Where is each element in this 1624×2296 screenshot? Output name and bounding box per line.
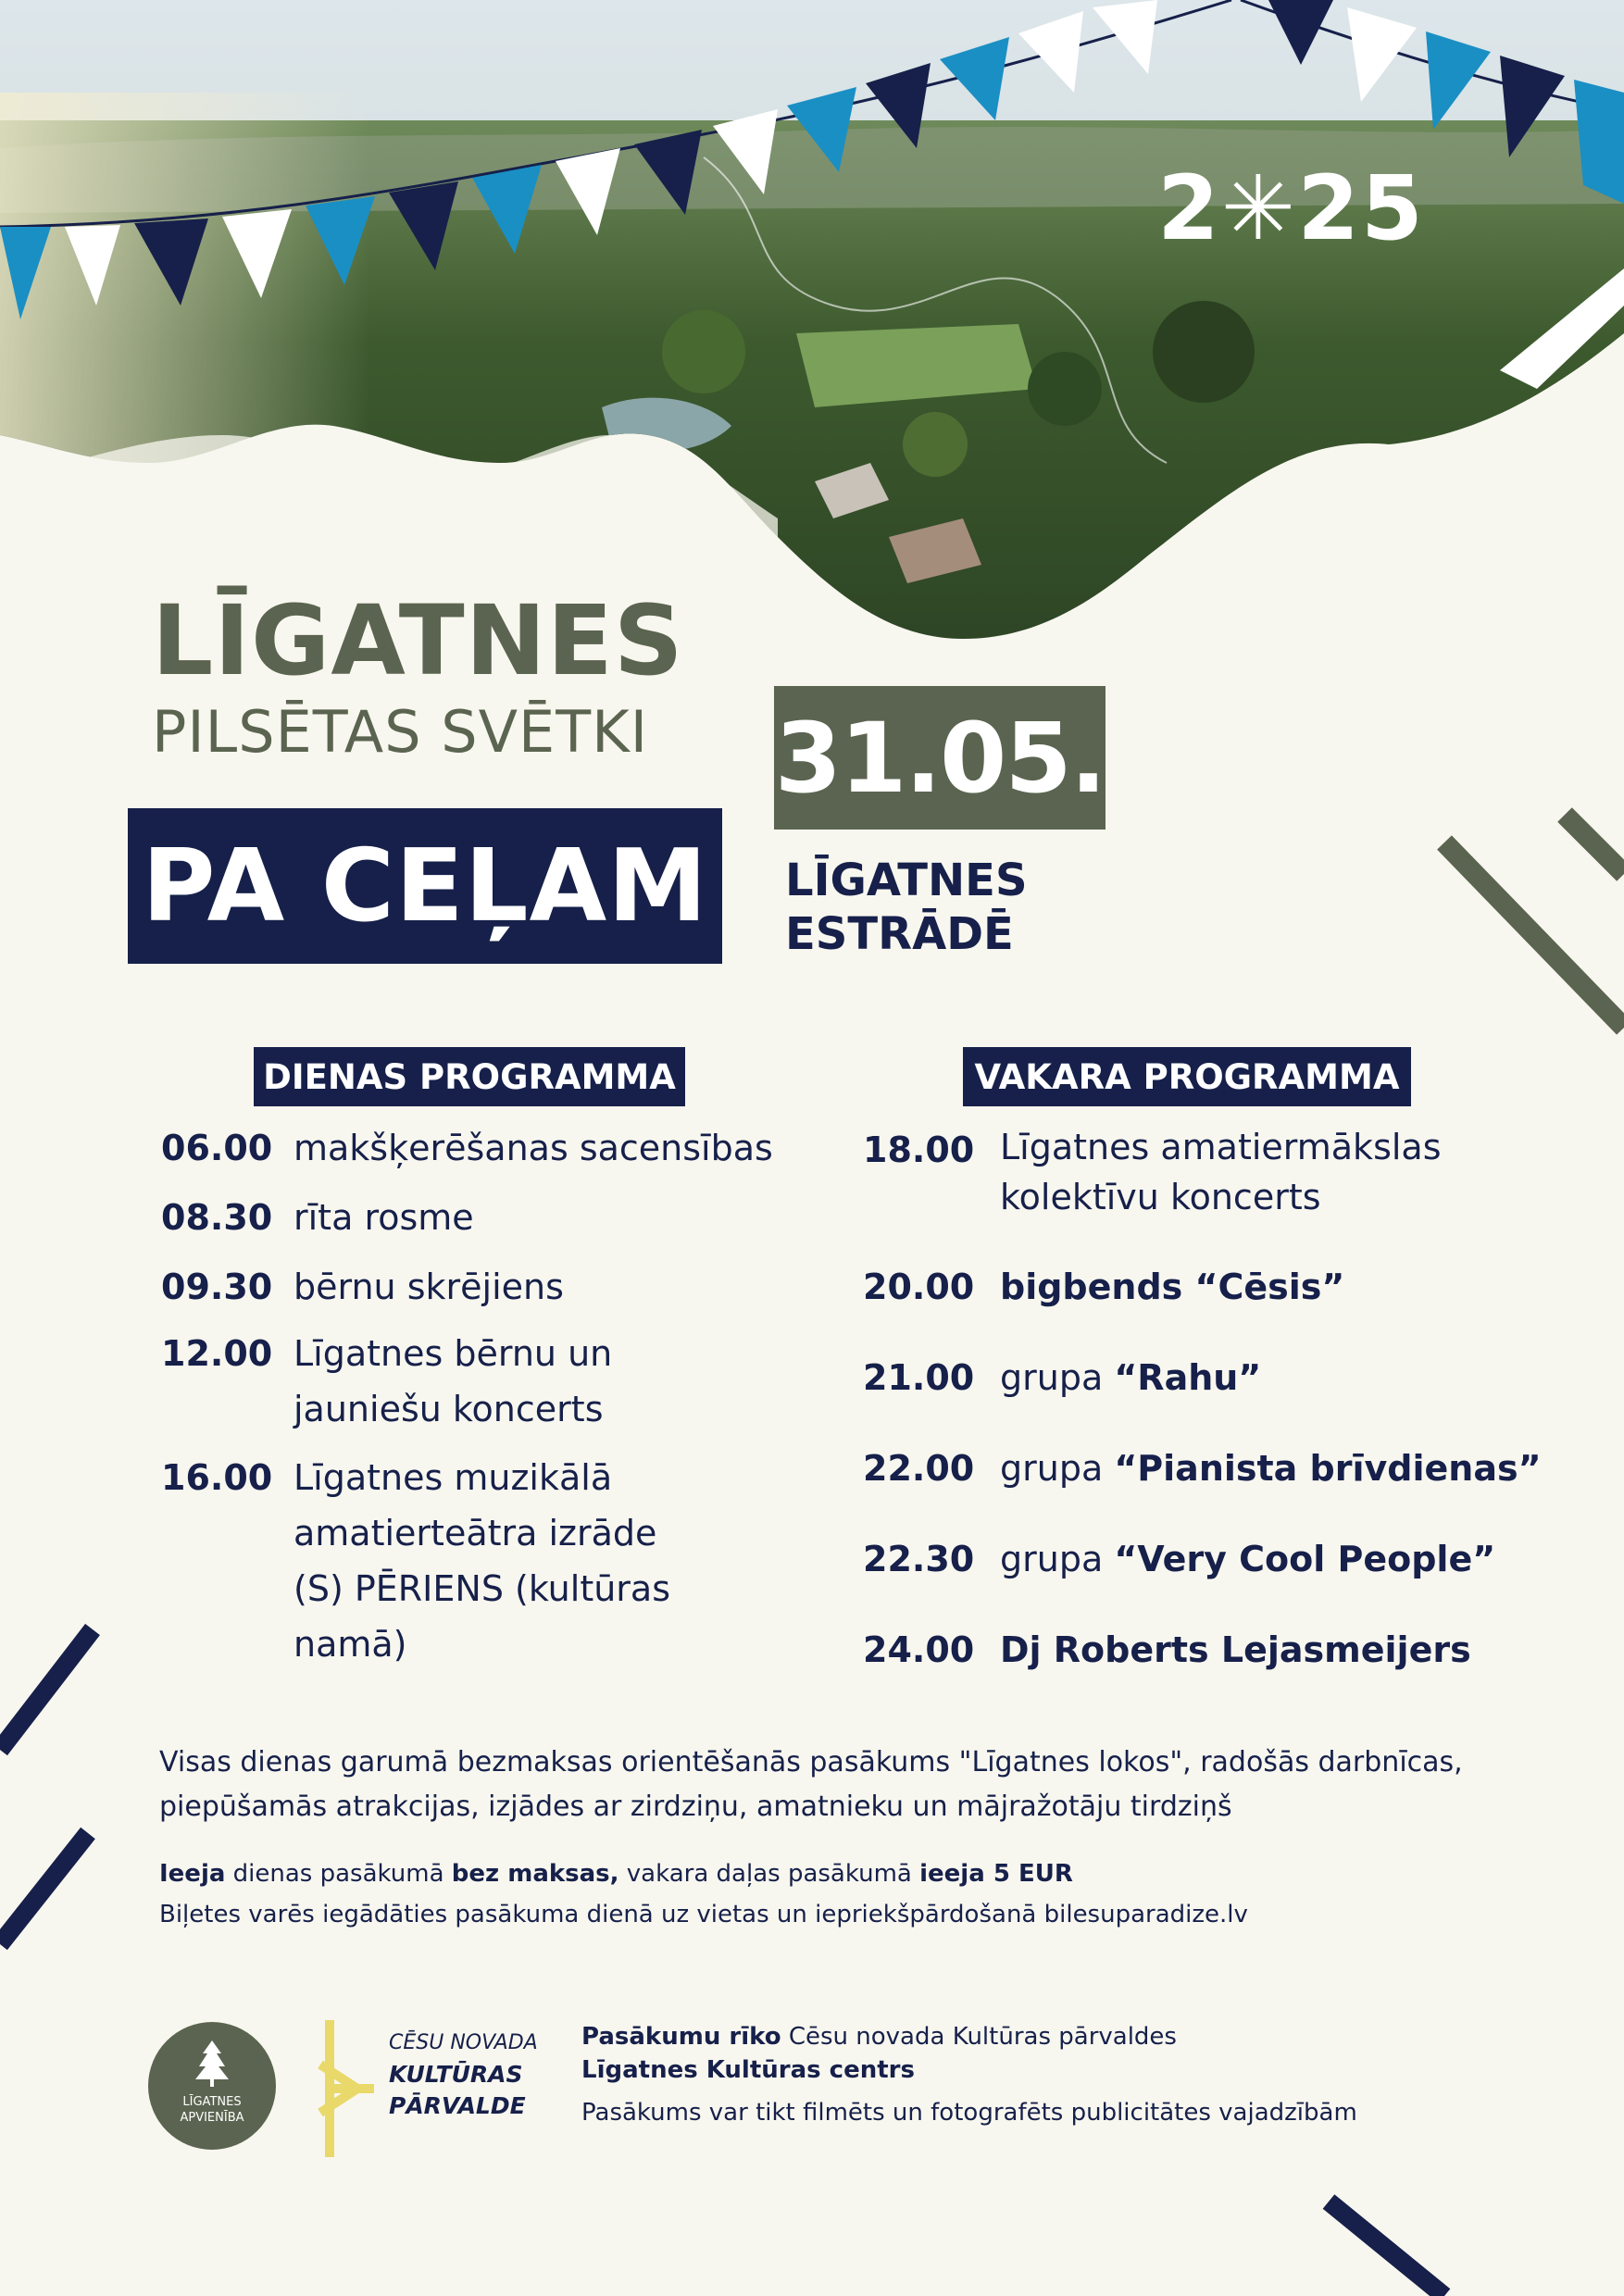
program-prefix: grupa: [1000, 1448, 1115, 1489]
organizer-line-1: [581, 2020, 1357, 2053]
program-prefix: Līgatnes amatiermākslas: [1000, 1127, 1442, 1167]
program-description-line: [1000, 1259, 1344, 1315]
activities-info: [159, 1741, 1463, 1829]
entry-info: [159, 1853, 1248, 1935]
venue-line-1: LĪGATNES: [785, 855, 1028, 906]
entry-label: Ieeja: [159, 1860, 226, 1888]
program-description-line: [1000, 1622, 1471, 1678]
program-time: 09.30: [161, 1267, 273, 1307]
entry-day-text: dienas pasākumā: [225, 1860, 452, 1888]
program-description-line: [1000, 1441, 1542, 1496]
ligatnes-apvieniba-logo: [148, 2022, 276, 2150]
program-description: [294, 1190, 474, 1245]
program-performer: bigbends “Cēsis”: [1000, 1267, 1345, 1307]
program-prefix: grupa: [1000, 1539, 1115, 1579]
organizer-name: Cēsu novada Kultūras pārvaldes: [781, 2023, 1177, 2051]
tree-icon: [194, 2040, 231, 2087]
program-description-line: makšķerēšanas sacensības: [294, 1128, 773, 1168]
program-time: 16.00: [161, 1457, 273, 1498]
program-description-line: kolektīvu koncerts: [1000, 1177, 1321, 1217]
ligatnes-logo-line-1: LĪGATNES: [182, 2095, 242, 2109]
kp-logo-line-3: PĀRVALDE: [389, 2092, 526, 2119]
program-description-line: Līgatnes muzikālā: [294, 1457, 613, 1498]
program-time: 21.00: [863, 1357, 975, 1398]
decorative-stripe-bottom: [1315, 2194, 1481, 2296]
program-description: [294, 1326, 612, 1437]
hero-landscape-image: [0, 0, 1624, 667]
program-time: 06.00: [161, 1128, 273, 1168]
entry-free: bez maksas,: [451, 1860, 619, 1888]
venue-line-2: ESTRĀDĒ: [785, 908, 1014, 960]
program-description-line: Līgatnes bērnu un: [294, 1333, 613, 1374]
organizer-line-2: [581, 2053, 1357, 2087]
program-description-line: [1000, 1531, 1495, 1587]
activities-line-2: piepūšamās atrakcijas, izjādes ar zirdziņu, amatnieku un mājražotāju tirdziņš: [159, 1791, 1232, 1823]
program-time: 12.00: [161, 1333, 273, 1374]
program-performer: “Rahu”: [1114, 1357, 1262, 1398]
program-time: 22.00: [863, 1448, 975, 1489]
ligatnes-logo-line-2: APVIENĪBA: [180, 2111, 244, 2125]
kulturas-parvalde-logo-mark: [313, 2020, 378, 2157]
program-description-line: [1000, 1122, 1442, 1172]
kp-logo-line-1: CĒSU NOVADA: [389, 2031, 538, 2054]
event-venue: [785, 854, 1028, 961]
program-time: 24.00: [863, 1629, 975, 1670]
year-2025-logo: 2✳25: [1157, 156, 1425, 260]
program-time: 20.00: [863, 1267, 975, 1307]
program-description: [1000, 1350, 1261, 1405]
program-description-line: rīta rosme: [294, 1197, 474, 1238]
program-performer: Dj Roberts Lejasmeijers: [1000, 1629, 1471, 1670]
program-description: [294, 1450, 670, 1672]
title-pilsetas-svetki: PILSĒTAS SVĒTKI: [152, 698, 649, 766]
program-description: [1000, 1531, 1495, 1587]
program-description: [1000, 1441, 1542, 1496]
event-date: 31.05.: [774, 701, 1106, 815]
decorative-stripes-left: [0, 1611, 111, 1963]
entry-price: ieeja 5 EUR: [919, 1860, 1073, 1888]
program-description: [1000, 1259, 1344, 1315]
decorative-stripes-right: [1417, 805, 1624, 1046]
program-description-line: jauniešu koncerts: [294, 1389, 604, 1429]
entry-evening-text: vakara daļas pasākumā: [618, 1860, 920, 1888]
kp-logo-line-2: KULTŪRAS: [389, 2061, 523, 2088]
program-prefix: grupa: [1000, 1357, 1115, 1398]
program-time: 18.00: [863, 1129, 975, 1170]
program-description: [1000, 1622, 1471, 1678]
organizer-center: Līgatnes Kultūras centrs: [581, 2056, 915, 2084]
program-description-line: bērnu skrējiens: [294, 1267, 564, 1307]
activities-line-1: Visas dienas garumā bezmaksas orientēšanās pasākums "Līgatnes lokos", radošās darbnīcas,: [159, 1746, 1463, 1778]
program-description-line: namā): [294, 1624, 407, 1665]
tickets-line: Biļetes varēs iegādāties pasākuma dienā uz vietas un iepriekšpārdošanā bilesuparadize.lv: [159, 1901, 1248, 1928]
title-ligatnes: LĪGATNES: [152, 584, 684, 697]
program-description-line: (S) PĒRIENS (kultūras: [294, 1568, 671, 1609]
program-description: [294, 1120, 773, 1176]
program-time: 22.30: [863, 1539, 975, 1579]
evening-program-heading: VAKARA PROGRAMMA: [963, 1047, 1411, 1106]
program-description: [1000, 1122, 1442, 1222]
entry-price-line: [159, 1853, 1248, 1894]
filming-note: Pasākums var tikt filmēts un fotografēts publicitātes vajadzībām: [581, 2099, 1357, 2127]
program-performer: “Pianista brīvdienas”: [1114, 1448, 1542, 1489]
program-description-line: [1000, 1350, 1261, 1405]
organizer-info: [581, 2020, 1357, 2129]
kulturas-parvalde-logo-text: [389, 2028, 538, 2122]
program-time: 08.30: [161, 1197, 273, 1238]
program-performer: “Very Cool People”: [1114, 1539, 1496, 1579]
program-description: [294, 1259, 564, 1315]
organizer-label: Pasākumu rīko: [581, 2023, 781, 2051]
slogan-pa-celam: PA CEĻAM: [142, 828, 708, 944]
day-program-heading: DIENAS PROGRAMMA: [254, 1047, 685, 1106]
program-description-line: amatierteātra izrāde: [294, 1513, 657, 1554]
